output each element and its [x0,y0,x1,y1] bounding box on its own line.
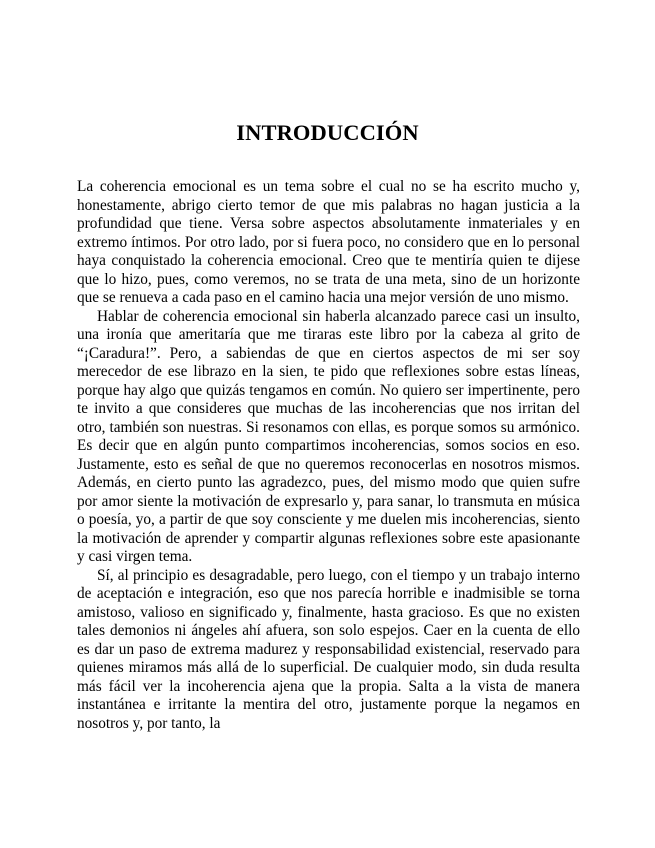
paragraph-3: Sí, al principio es desagradable, pero luego, con el tiempo y un trabajo interno de aceptación e integración, eso que nos parecía horrible e inadmisible se torna amistoso, valioso en significado y, finalmente, hasta gracioso. Es que no existen tales demonios ni ángeles ahí afuera, son solo espejos. Caer en la cuenta de ello es dar un paso de extrema madurez y responsabilidad existencial, reservado para quienes miramos más allá de lo superficial. De cualquier modo, sin duda resulta más fácil ver la incoherencia ajena que la propia. Salta a la vista de manera instantánea e irritante la mentira del otro, justamente porque la negamos en nosotros y, por tanto, la [77,566,580,732]
paragraph-2: Hablar de coherencia emocional sin haberla alcanzado parece casi un insulto, una ironía que ameritaría que me tiraras este libro por la cabeza al grito de “¡Caradura!”. Pero, a sabiendas de que en ciertos aspectos de mi ser soy merecedor de ese librazo en la sien, te pido que reflexiones sobre estas líneas, porque hay algo que quizás tengamos en común. No quiero ser impertinente, pero te invito a que consideres que muchas de las incoherencias que nos irritan del otro, también son nuestras. Si resonamos con ellas, es porque somos su armónico. Es decir que en algún punto compartimos incoherencias, somos socios en eso. Justamente, esto es señal de que no queremos reconocerlas en nosotros mismos. Además, en cierto punto las agradezco, pues, del mismo modo que quien sufre por amor siente la motivación de expresarlo y, para sanar, lo transmuta en música o poesía, yo, a partir de que soy consciente y me duelen mis incoherencias, siento la motivación de aprender y compartir algunas reflexiones sobre este apasionante y casi virgen tema. [77,307,580,565]
body-text [77,178,580,733]
chapter-title: INTRODUCCIÓN [236,120,419,145]
paragraph-1: La coherencia emocional es un tema sobre el cual no se ha escrito mucho y, honestamente, abrigo cierto temor de que mis palabras no hagan justicia a la profundidad que tiene. Versa sobre aspectos absolutamente inmateriales y en extremo íntimos. Por otro lado, por si fuera poco, no considero que en lo personal haya conquistado la coherencia emocional. Creo que te mentiría quien te dijese que lo hizo, pues, como veremos, no se trata de una meta, sino de un horizonte que se renueva a cada paso en el camino hacia una mejor versión de uno mismo. [77,178,580,306]
